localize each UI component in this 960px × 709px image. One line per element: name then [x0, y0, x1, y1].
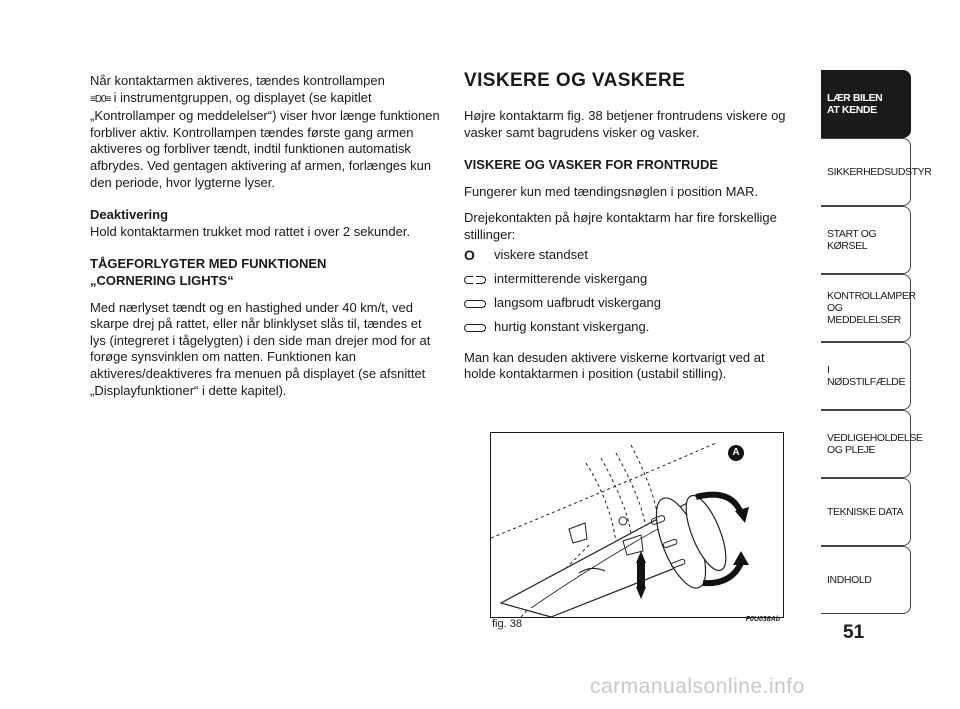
key-text: Fungerer kun med tændingsnøglen i position MAR.	[464, 183, 759, 199]
figure-frame	[490, 432, 784, 618]
watermark: carmanualsonline.info	[590, 675, 805, 698]
deactivation-text: Hold kontaktarmen trukket mod rattet i over 2 sekunder.	[90, 223, 411, 239]
intro-line-1: Når kontaktarmen aktiveres, tændes kontrollampen	[90, 73, 385, 88]
tab-label: SIKKERHEDSUDSTYR	[827, 166, 932, 178]
left-column	[90, 73, 440, 399]
subheading: VISKERE OG VASKER FOR FRONTRUDE	[464, 157, 719, 173]
position-text: langsom uafbrudt viskergang	[494, 295, 661, 311]
deactivation-heading: Deaktivering	[90, 207, 169, 223]
position-row-slow	[464, 292, 794, 316]
page-number: 51	[843, 622, 865, 643]
fast-wiper-icon	[464, 324, 494, 332]
intermittent-wiper-icon	[464, 276, 494, 284]
tab-vedligeholdelse[interactable]	[821, 410, 923, 478]
tab-kontrollamper[interactable]	[821, 274, 916, 342]
lamp-indicator-icon: ≡D0≡	[90, 93, 111, 105]
marker-a-badge: A	[728, 445, 744, 461]
position-row-fast	[464, 316, 794, 340]
tab-indhold[interactable]	[821, 546, 911, 614]
figure-code: F0U038Ab	[745, 616, 780, 623]
tab-start-og-koersel[interactable]	[821, 206, 911, 274]
section-title: VISKERE OG VASKERE	[464, 70, 686, 91]
tab-label: I NØDSTILFÆLDE	[827, 364, 906, 388]
tab-sikkerhedsudstyr[interactable]	[821, 138, 932, 206]
chapter-tabs	[827, 70, 932, 614]
intro-paragraph	[90, 73, 440, 191]
tab-label: VEDLIGEHOLDELSE OG PLEJE	[827, 432, 923, 456]
tab-label: START OG KØRSEL	[827, 228, 877, 252]
fog-heading	[90, 256, 440, 289]
position-text: intermitterende viskergang	[494, 271, 648, 287]
right-column	[464, 70, 794, 383]
closing-text: Man kan desuden aktivere viskerne kortvarigt ved at holde kontaktarmen i position (ustabil stilling).	[464, 349, 765, 382]
tab-laer-bilen[interactable]	[821, 70, 911, 138]
fog-text: Med nærlyset tændt og en hastighed under 40 km/t, ved skarpe drej på rattet, eller når blinklyset slås til, tændes et lys (integreret i tågelygten) i den side man drejer mod for at forøge synsvinklen om natten. Funktionen kan aktiveres/deaktiveres fra menuen på displayet (se afsnittet „Displayfunktioner“ i dette kapitel).	[90, 299, 431, 398]
position-row-intermittent	[464, 268, 794, 292]
switch-text: Drejekontakten på højre kontaktarm har fire forskellige stillinger:	[464, 210, 777, 242]
tab-label: KONTROLLAMPER OG MEDDELELSER	[827, 290, 916, 326]
tab-label: LÆR BILEN AT KENDE	[827, 92, 883, 116]
intro-rest: i instrumentgruppen, og displayet (se kapitlet „Kontrollamper og meddelelser“) viser hvor længe funktionen forbliver aktiv. Kontrollampen tændes første gang armen aktiveres og forbliver tændt, indtil funktionen automatisk afbrydes. Ved gentagen aktivering af armen, forlænges kun den periode, hvor lygterne lyser.	[90, 89, 440, 190]
tab-noedstilfaelde[interactable]	[821, 342, 911, 410]
position-row-off	[464, 244, 794, 268]
slow-wiper-icon	[464, 300, 494, 308]
tab-label: TEKNISKE DATA	[827, 506, 904, 518]
tab-label: INDHOLD	[827, 574, 872, 586]
position-text: hurtig konstant viskergang.	[494, 319, 650, 335]
wiper-stalk-illustration	[491, 433, 783, 617]
tab-tekniske-data[interactable]	[821, 478, 911, 546]
section-intro: Højre kontaktarm fig. 38 betjener frontrudens viskere og vasker samt bagrudens visker og vasker.	[464, 108, 786, 140]
figure-38	[490, 432, 784, 632]
fog-heading-line-2: „CORNERING LIGHTS“	[90, 272, 234, 288]
figure-label: fig. 38	[492, 618, 522, 630]
wiper-off-icon: O	[464, 247, 475, 264]
position-text: viskere standset	[494, 247, 588, 263]
fog-heading-line-1: TÅGEFORLYGTER MED FUNKTIONEN	[90, 256, 327, 272]
